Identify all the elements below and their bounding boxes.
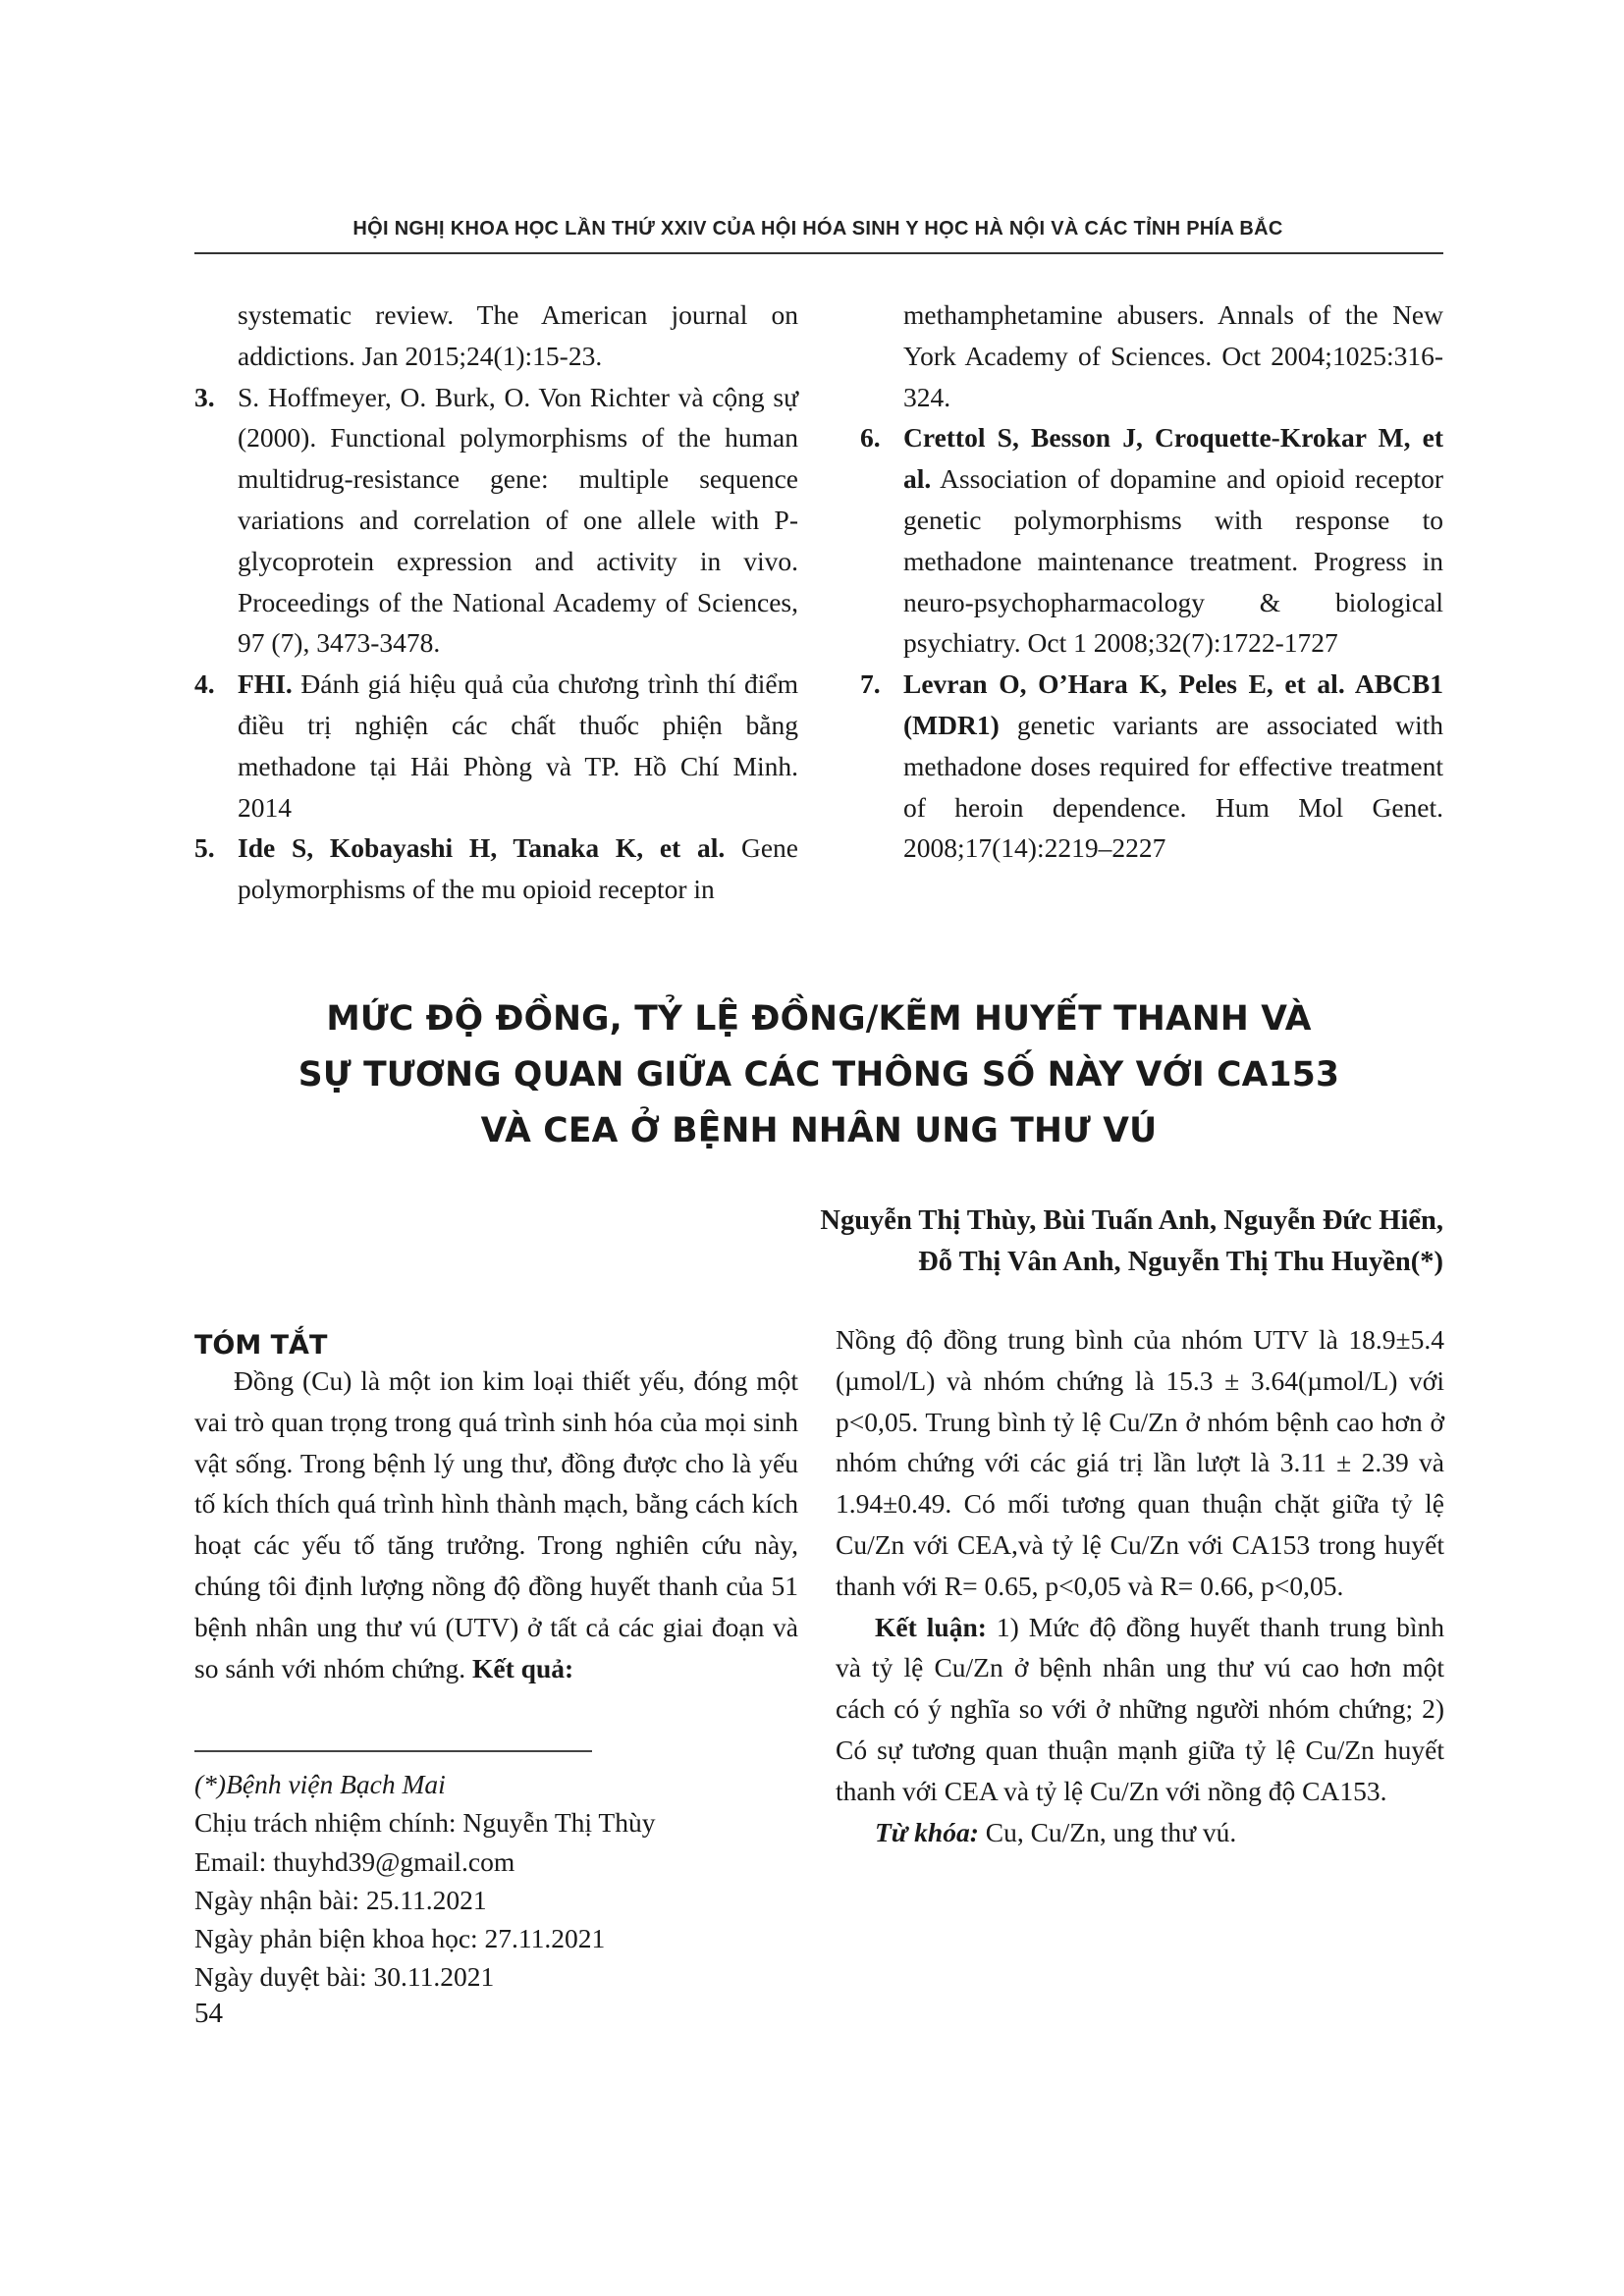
affiliation: (*)Bệnh viện Bạch Mai [194, 1769, 446, 1799]
abstract-right-column [836, 1319, 1444, 1852]
date-received: Ngày nhận bài: 25.11.2021 [194, 1884, 487, 1915]
author-list [194, 1201, 1443, 1283]
abstract-heading: TÓM TẮT [194, 1330, 328, 1361]
conclusion-text: 1) Mức độ đồng huyết thanh trung bình và tỷ lệ Cu/Zn ở bệnh nhân ung thư vú cao hơn một cách có ý nghĩa so với ở những người nhóm chứng; 2) Có sự tương quan thuận mạnh giữa tỷ lệ Cu/Zn huyết thanh với CEA và tỷ lệ Cu/Zn với nồng độ CA153. [836, 1611, 1444, 1806]
header-rule [194, 252, 1443, 254]
reference-number: 6. [860, 422, 881, 454]
abstract-results-text: Nồng độ đồng trung bình của nhóm UTV là 18.9±5.4 (µmol/L) và nhóm chứng là 15.3 ± 3.64(µmol/L) với p<0,05. Trung bình tỷ lệ Cu/Zn ở nhóm bệnh cao hơn ở nhóm chứng với các giá trị lần lượt là 3.11 ± 2.39 và 1.94±0.49. Có mối tương quan thuận chặt giữa tỷ lệ Cu/Zn với CEA,và tỷ lệ Cu/Zn với CA153 trong huyết thanh với R= 0.65, p<0,05 và R= 0.66, p<0,05. [836, 1324, 1444, 1601]
author-line: Nguyễn Thị Thùy, Bùi Tuấn Anh, Nguyễn Đức Hiển, [820, 1205, 1443, 1236]
page-number: 54 [194, 1998, 223, 2029]
abstract-conclusion [836, 1607, 1444, 1812]
email: Email: thuyhd39@gmail.com [194, 1845, 515, 1877]
references-left-column [194, 294, 798, 910]
footnote [194, 1765, 655, 1997]
reference-continuation: systematic review. The American journal on addictions. Jan 2015;24(1):15-23. [238, 299, 798, 371]
reference-item [194, 377, 798, 665]
reference-item [860, 664, 1443, 869]
reference-number: 4. [194, 668, 215, 700]
reference-continuation: methamphetamine abusers. Annals of the New York Academy of Sciences. Oct 2004;1025:316-324. [903, 299, 1443, 412]
reference-item [194, 664, 798, 828]
references-right-column [860, 294, 1443, 869]
reference-text: genetic variants are associated with methadone doses required for effective treatment of heroin dependence. Hum Mol Genet. 2008;17(14):2219–2227 [903, 709, 1443, 864]
reference-item [860, 417, 1443, 664]
title-line: MỨC ĐỘ ĐỒNG, TỶ LỆ ĐỒNG/KẼM HUYẾT THANH VÀ [326, 999, 1312, 1039]
date-approved: Ngày duyệt bài: 30.11.2021 [194, 1961, 495, 1993]
reference-number: 3. [194, 381, 215, 412]
author-line: Đỗ Thị Vân Anh, Nguyễn Thị Thu Huyền(*) [918, 1247, 1443, 1277]
date-reviewed: Ngày phản biện khoa học: 27.11.2021 [194, 1923, 606, 1954]
article-title [194, 991, 1443, 1159]
reference-authors: Levran O, O’Hara K, Peles E, et al. ABCB1 (MDR1) [903, 668, 1443, 740]
running-header: HỘI NGHỊ KHOA HỌC LẦN THỨ XXIV CỦA HỘI HÓA SINH Y HỌC HÀ NỘI VÀ CÁC TỈNH PHÍA BẮC [352, 218, 1283, 240]
reference-number: 5. [194, 832, 215, 864]
title-line: VÀ CEA Ở BỆNH NHÂN UNG THƯ VÚ [480, 1111, 1158, 1150]
title-line: SỰ TƯƠNG QUAN GIỮA CÁC THÔNG SỐ NÀY VỚI CA153 [298, 1055, 1340, 1095]
keywords-text: Cu, Cu/Zn, ung thư vú. [978, 1816, 1237, 1847]
reference-text: Association of dopamine and opioid receptor genetic polymorphisms with response to methadone maintenance treatment. Progress in neuro-psychopharmacology & biological psychiatry. Oct 1 2008;32(7):1722-1727 [903, 463, 1443, 659]
abstract-keywords [836, 1812, 1444, 1853]
reference-authors: Crettol S, Besson J, Croquette-Krokar M, et al. [903, 422, 1443, 495]
abstract-left-column [194, 1361, 798, 1688]
reference-text: Gene polymorphisms of the mu opioid receptor in [238, 832, 798, 905]
conclusion-label: Kết luận: [875, 1611, 987, 1642]
keywords-label: Từ khóa: [875, 1816, 979, 1847]
reference-text: Đánh giá hiệu quả của chương trình thí điểm điều trị nghiện các chất thuốc phiện bằng methadone tại Hải Phòng và TP. Hồ Chí Minh. 2014 [238, 668, 798, 823]
reference-authors: FHI. [238, 668, 293, 700]
abstract-text: Đồng (Cu) là một ion kim loại thiết yếu, đóng một vai trò quan trọng trong quá trình sinh hóa của mọi sinh vật sống. Trong bệnh lý ung thư, đồng được cho là yếu tố kích thích quá trình hình thành mạch, bằng cách kích hoạt các yếu tố tăng trưởng. Trong nghiên cứu này, chúng tôi định lượng nồng độ đồng huyết thanh của 51 bệnh nhân ung thư vú (UTV) ở tất cả các giai đoạn và so sánh với nhóm chứng. [194, 1365, 798, 1683]
responsible-author: Chịu trách nhiệm chính: Nguyễn Thị Thùy [194, 1807, 656, 1839]
abstract-paragraph [194, 1361, 798, 1688]
reference-text: S. Hoffmeyer, O. Burk, O. Von Richter và cộng sự (2000). Functional polymorphisms of the human multidrug-resistance gene: multiple sequence variations and correlation of one allele with P-glycoprotein expression and activity in vivo. Proceedings of the National Academy of Sciences, 97 (7), 3473-3478. [238, 381, 798, 659]
results-label: Kết quả: [472, 1652, 574, 1683]
reference-authors: Ide S, Kobayashi H, Tanaka K, et al. [238, 832, 726, 864]
footnote-rule [194, 1750, 592, 1752]
reference-item [194, 828, 798, 910]
reference-number: 7. [860, 668, 881, 700]
